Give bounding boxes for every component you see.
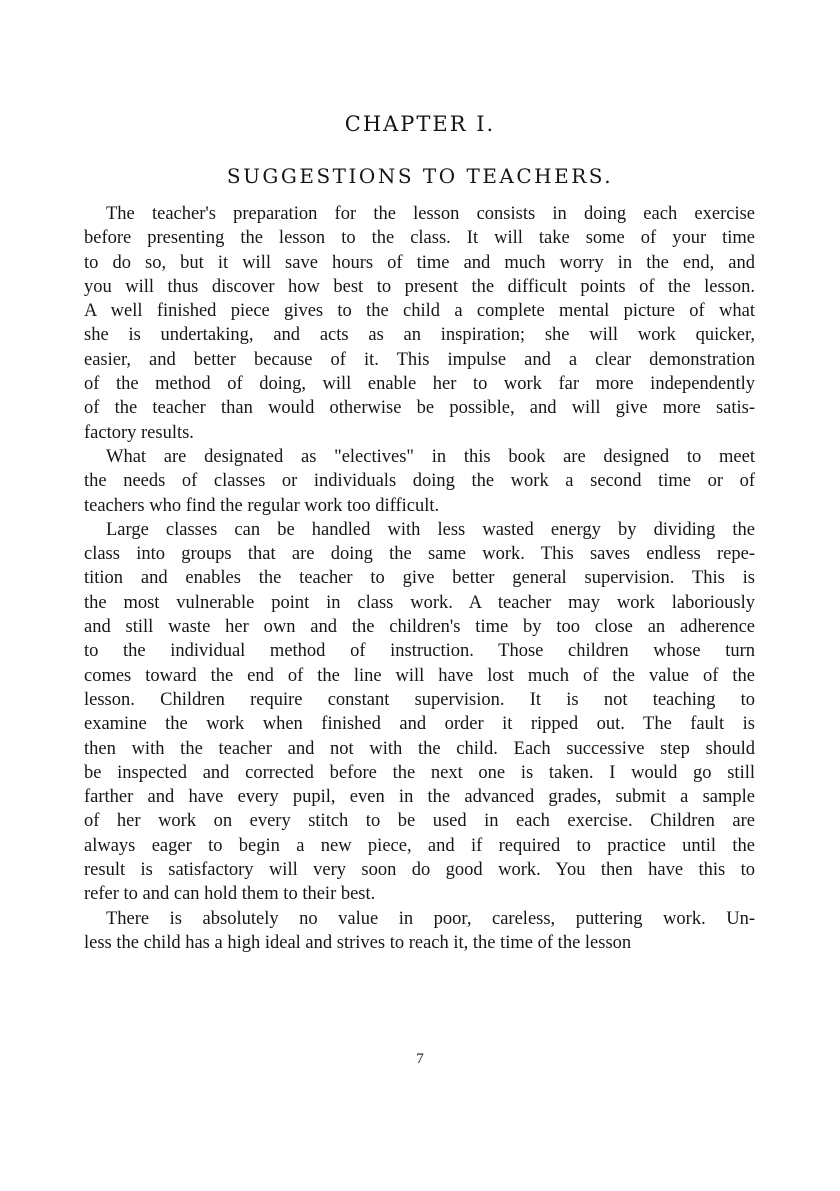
text-line: the most vulnerable point in class work. A teacher may work laboriously xyxy=(84,592,755,613)
text-line: she is undertaking, and acts as an inspiration; she will work quicker, xyxy=(84,325,755,346)
text-line: before presenting the lesson to the class. It will take some of your time xyxy=(84,228,755,249)
text-line: result is satisfactory will very soon do good work. You then have this to xyxy=(84,860,755,881)
text-line: A well finished piece gives to the child a complete mental picture of what xyxy=(84,301,755,322)
text-line: and still waste her own and the children's time by too close an adherence xyxy=(84,617,755,638)
text-line: of the method of doing, will enable her to work far more independently xyxy=(84,374,755,395)
page-number: 7 xyxy=(416,1051,424,1067)
text-line: of her work on every stitch to be used in each exercise. Children are xyxy=(84,811,755,832)
text-line: factory results. xyxy=(84,422,194,443)
text-line: teachers who find the regular work too difficult. xyxy=(84,495,440,516)
paragraph xyxy=(84,907,755,956)
text-line: tition and enables the teacher to give better general supervision. This is xyxy=(84,568,755,589)
section-heading: SUGGESTIONS TO TEACHERS. xyxy=(226,164,614,188)
text-line: to do so, but it will save hours of time and much worry in the end, and xyxy=(84,252,755,273)
paragraph xyxy=(84,445,755,518)
text-line: farther and have every pupil, even in the advanced grades, submit a sample xyxy=(84,787,755,808)
text-line: to the individual method of instruction. Those children whose turn xyxy=(84,641,755,662)
text-line: The teacher's preparation for the lesson consists in doing each exercise xyxy=(106,204,755,224)
paragraph xyxy=(84,202,755,445)
text-line: then with the teacher and not with the child. Each successive step should xyxy=(84,738,755,759)
body-text xyxy=(84,202,755,955)
text-line: the needs of classes or individuals doing the work a second time or of xyxy=(84,471,755,492)
text-line: less the child has a high ideal and strives to reach it, the time of the lesson xyxy=(84,932,632,953)
text-line: easier, and better because of it. This impulse and a clear demonstration xyxy=(84,349,755,370)
text-line: What are designated as "electives" in this book are designed to meet xyxy=(106,446,755,467)
text-line: refer to and can hold them to their best. xyxy=(84,884,376,905)
text-line: There is absolutely no value in poor, careless, puttering work. Un- xyxy=(106,908,755,929)
paragraph xyxy=(84,518,755,907)
text-line: of the teacher than would otherwise be possible, and will give more satis- xyxy=(84,398,755,419)
text-line: Large classes can be handled with less wasted energy by dividing the xyxy=(106,519,755,540)
text-line: examine the work when finished and order it ripped out. The fault is xyxy=(84,714,755,735)
chapter-title: CHAPTER I. xyxy=(344,112,496,136)
text-line: be inspected and corrected before the next one is taken. I would go still xyxy=(84,762,755,783)
text-line: comes toward the end of the line will have lost much of the value of the xyxy=(84,665,755,686)
text-line: lesson. Children require constant supervision. It is not teaching to xyxy=(84,689,755,710)
text-line: you will thus discover how best to present the difficult points of the lesson. xyxy=(84,276,755,297)
text-line: class into groups that are doing the same work. This saves endless repe- xyxy=(84,544,755,565)
text-line: always eager to begin a new piece, and if required to practice until the xyxy=(84,835,755,856)
